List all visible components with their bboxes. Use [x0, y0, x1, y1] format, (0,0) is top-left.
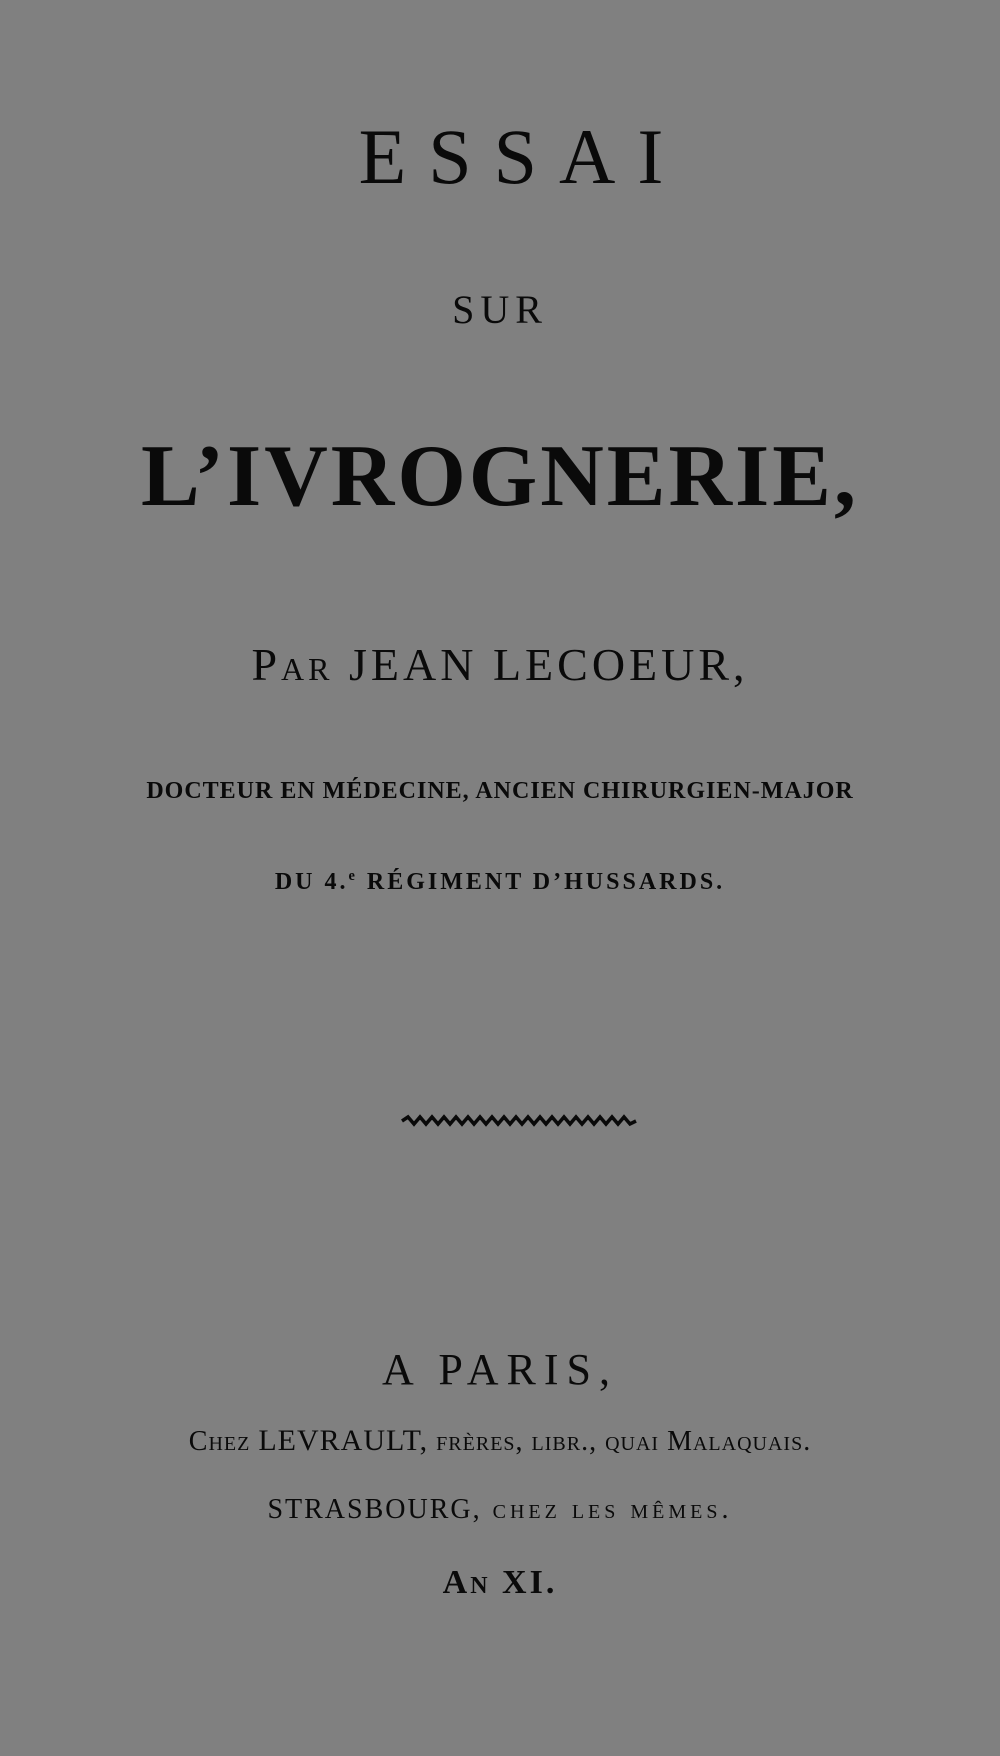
- author-prefix: Par: [251, 639, 334, 690]
- imprint-place: A PARIS,: [381, 1345, 619, 1394]
- second-city-note: chez les mêmes.: [481, 1494, 733, 1525]
- credential-regiment-number: DU 4.: [274, 869, 349, 895]
- publisher-name: LEVRAULT,: [258, 1424, 429, 1457]
- title-essai: ESSAI: [358, 113, 686, 200]
- imprint-year: [0, 1564, 1000, 1602]
- ornament-divider: [400, 1114, 638, 1128]
- second-city: STRASBOURG,: [267, 1494, 482, 1525]
- year-prefix: An: [442, 1564, 491, 1601]
- publisher-prefix: Chez: [188, 1426, 251, 1457]
- credential-regiment-name: RÉGIMENT D’HUSSARDS.: [357, 869, 726, 895]
- imprint-publisher: [0, 1424, 1000, 1458]
- title-main: L’IVROGNERIE,: [141, 428, 859, 525]
- author-credential-line-1: DOCTEUR EN MÉDECINE, ANCIEN CHIRURGIEN-MAJOR: [146, 778, 854, 804]
- credential-ordinal-sup: e: [348, 868, 358, 884]
- publisher-address: frères, libr., quai Malaquais.: [428, 1426, 812, 1457]
- imprint-second-place: [0, 1494, 1000, 1526]
- author-name: JEAN LECOEUR,: [349, 639, 749, 690]
- author-credential-line-2: [0, 868, 1000, 896]
- year-value: XI.: [502, 1564, 558, 1601]
- author-line: [0, 638, 1000, 691]
- title-sur: SUR: [452, 287, 548, 332]
